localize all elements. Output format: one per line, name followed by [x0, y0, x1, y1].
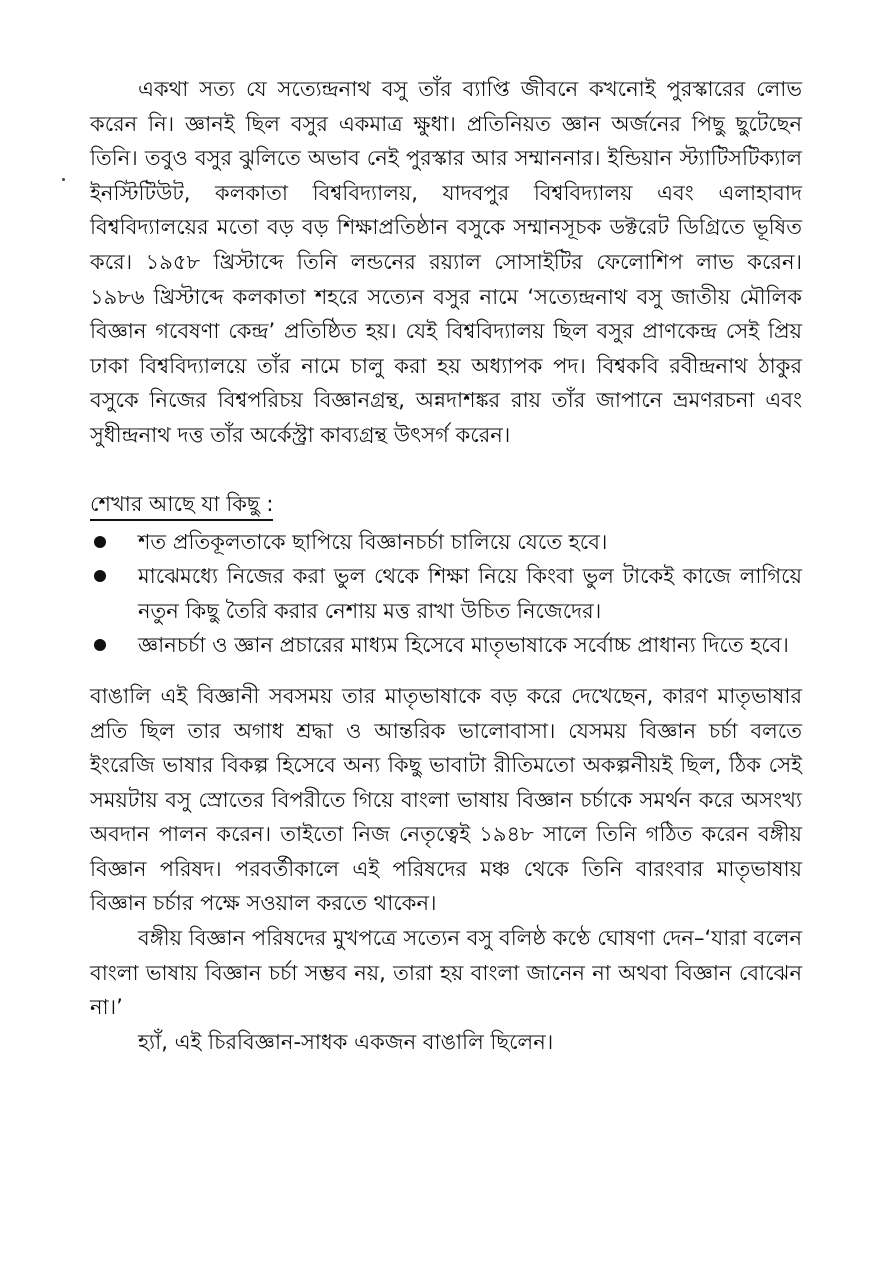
paragraph-mother-tongue: বাঙালি এই বিজ্ঞানী সবসময় তার মাতৃভাষাকে বড় করে দেখেছেন, কারণ মাতৃভাষার প্রতি ছিল তার অগাধ শ্রদ্ধা ও আন্তরিক ভালোবাসা। যেসময় বিজ্ঞান চর্চা বলতে ইংরেজি ভাষার বিকল্প হিসেবে অন্য কিছু ভাবাটা রীতিমতো অকল্পনীয়ই ছিল, ঠিক সেই সময়টায় বসু স্রোতের বিপরীতে গিয়ে বাংলা ভাষায় বিজ্ঞান চর্চাকে সমর্থন করে অসংখ্য অবদান পালন করেন। তাইতো নিজ নেতৃত্বেই ১৯৪৮ সালে তিনি গঠিত করেন বঙ্গীয় বিজ্ঞান পরিষদ। পরবর্তীকালে এই পরিষদের মঞ্চ থেকে তিনি বারংবার মাতৃভাষায় বিজ্ঞান চর্চার পক্ষে সওয়াল করতে থাকেন।	[90, 683, 802, 916]
list-item-text: শত প্রতিকূলতাকে ছাপিয়ে বিজ্ঞানচর্চা চালিয়ে যেতে হবে।	[138, 529, 608, 554]
bullet-icon	[94, 536, 106, 548]
list-item	[90, 559, 802, 628]
lessons-list	[90, 525, 802, 663]
section-heading-lessons: শেখার আছে যা কিছু :	[90, 489, 273, 521]
paragraph-quote: বঙ্গীয় বিজ্ঞান পরিষদের মুখপত্রে সত্যেন বসু বলিষ্ঠ কণ্ঠে ঘোষণা দেন–‘যারা বলেন বাংলা ভাষায় বিজ্ঞান চর্চা সম্ভব নয়, তারা হয় বাংলা জানেন না অথবা বিজ্ঞান বোঝেন না।’	[90, 926, 802, 1020]
list-item-text: জ্ঞানচর্চা ও জ্ঞান প্রচারের মাধ্যম হিসেবে মাতৃভাষাকে সর্বোচ্চ প্রাধান্য দিতে হবে।	[138, 633, 789, 658]
page-body	[90, 72, 802, 1059]
bullet-icon	[94, 570, 106, 582]
list-item	[90, 525, 802, 560]
paragraph-awards: একথা সত্য যে সত্যেন্দ্রনাথ বসু তাঁর ব্যাপ্তি জীবনে কখনোই পুরস্কারের লোভ করেন নি। জ্ঞানই ছিল বসুর একমাত্র ক্ষুধা। প্রতিনিয়ত জ্ঞান অর্জনের পিছু ছুটেছেন তিনি। তবুও বসুর ঝুলিতে অভাব নেই পুরস্কার আর সম্মাননার। ইন্ডিয়ান স্ট্যাটিসটিক্যাল ইনস্টিটিউট, কলকাতা বিশ্ববিদ্যালয়, যাদবপুর বিশ্ববিদ্যালয় এবং এলাহাবাদ বিশ্ববিদ্যালয়ের মতো বড় বড় শিক্ষাপ্রতিষ্ঠান বসুকে সম্মানসূচক ডক্টরেট ডিগ্রিতে ভূষিত করে। ১৯৫৮ খ্রিস্টাব্দে তিনি লন্ডনের রয়্যাল সোসাইটির ফেলোশিপ লাভ করেন। ১৯৮৬ খ্রিস্টাব্দে কলকাতা শহরে সত্যেন বসুর নামে ‘সত্যেন্দ্রনাথ বসু জাতীয় মৌলিক বিজ্ঞান গবেষণা কেন্দ্র’ প্রতিষ্ঠিত হয়। যেই বিশ্ববিদ্যালয় ছিল বসুর প্রাণকেন্দ্র সেই প্রিয় ঢাকা বিশ্ববিদ্যালয়ে তাঁর নামে চালু করা হয় অধ্যাপক পদ। বিশ্বকবি রবীন্দ্রনাথ ঠাকুর বসুকে নিজের বিশ্বপরিচয় বিজ্ঞানগ্রন্থ, অন্নদাশঙ্কর রায় তাঁর জাপানে ভ্রমণরচনা এবং সুধীন্দ্রনাথ দত্ত তাঁর অর্কেস্ট্রা কাব্যগ্রন্থ উৎসর্গ করেন।	[90, 77, 802, 447]
paragraph-closing: হ্যাঁ, এই চিরবিজ্ঞান-সাধক একজন বাঙালি ছিলেন।	[138, 1029, 554, 1054]
stray-dot-mark	[62, 178, 65, 181]
list-item-text: মাঝেমধ্যে নিজের করা ভুল থেকে শিক্ষা নিয়ে কিংবা ভুল টাকেই কাজে লাগিয়ে নতুন কিছু তৈরি করার নেশায় মত্ত রাখা উচিত নিজেদের।	[138, 564, 802, 623]
spacer	[90, 453, 802, 487]
bullet-icon	[94, 639, 106, 651]
list-item	[90, 628, 802, 663]
spacer	[90, 663, 802, 679]
